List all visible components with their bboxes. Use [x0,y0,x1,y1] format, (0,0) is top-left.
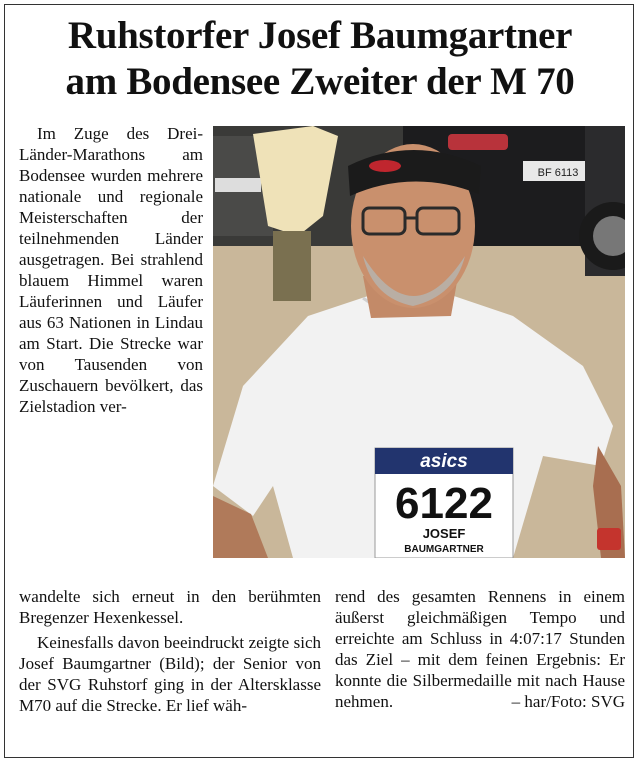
bib-first-name: JOSEF [422,526,466,541]
newspaper-clipping [4,4,634,758]
article-paragraph-2-end [335,586,625,712]
article-paragraph-1-end: wandelte sich erneut in den berühmten Bregenzer Hexenkessel. [19,587,321,627]
bib-number: 6122 [395,479,493,528]
headline-line-2: am Bodensee Zweiter der M 70 [65,60,575,103]
headline-line-1: Ruhstorfer Josef Baumgartner [67,14,573,57]
article-paragraph-2: Keinesfalls davon beeindruckt zeigte sich Josef Baumgartner (Bild); der Senior von der SVG Ruhstorf ging in der Altersklasse M70 auf die Strecke. Er lief wäh- [19,633,321,715]
article-column-right-bottom [335,586,625,712]
runner-photo [213,126,625,558]
article-column-left-bottom [19,586,321,716]
headline [5,13,635,105]
runner-illustration [213,126,625,558]
photo-credit: – har/Foto: SVG [511,692,625,711]
article-column-left [19,123,203,417]
license-plate-text: BF 6113 [537,167,579,179]
bib-sponsor: asics [420,451,468,472]
bib-last-name: BAUMGARTNER [404,544,484,555]
article-paragraph-1: Im Zuge des Drei-Länder-Marathons am Bodensee wurden mehrere nationale und regionale Meisterschaften der teilnehmenden Länder ausgetragen. Bei strahlend blauem Himmel waren Läuferinnen und Läufer aus 63 Nationen in Lindau am Start. Die Strecke war von Tausenden von Zuschauern bevölkert, das Zielstadion ver- [19,124,203,416]
article-paragraph-2-cont: rend des gesamten Rennens in einem äußerst gleichmäßigen Tempo und erreichte am Schluss in 4:07:17 Stunden das Ziel – mit dem feinen Ergebnis: Er konnte die Silbermedaille mit nach Hause nehmen. [335,587,625,711]
race-bib [375,448,513,558]
